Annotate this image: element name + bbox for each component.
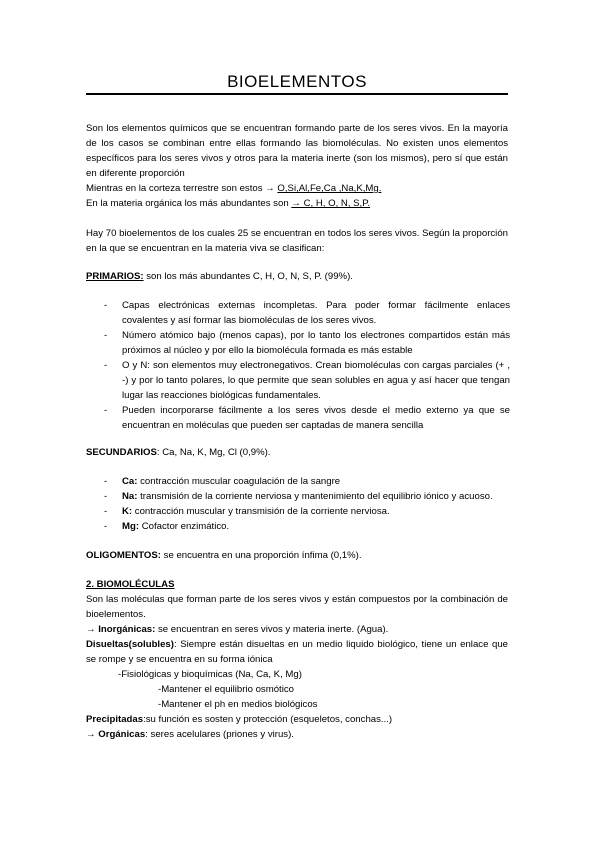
precipitadas-text: :su función es sosten y protección (esqueletos, conchas...): [143, 714, 393, 725]
list-item: - Número atómico bajo (menos capas), por lo tanto los electrones compartidos están más próximos al núcleo y por ello la biomolécula formada es más estable: [104, 330, 510, 356]
arrow-icon: →: [86, 729, 99, 740]
list-item: - Pueden incorporarse fácilmente a los seres vivos desde el medio externo ya que se encuentran en moléculas que pueden ser captadas de manera sencilla: [104, 405, 510, 431]
ph-line: -Mantener el ph en medios biológicos: [158, 699, 318, 710]
crust-line: [86, 181, 508, 196]
list-item: - Mg: Cofactor enzimático.: [104, 521, 230, 532]
oligo-line: [86, 548, 508, 563]
arrow-icon: →: [86, 624, 99, 635]
list-item: - Capas electrónicas externas incompletas. Para poder formar fácilmente enlaces covalentes y así formar las biomoléculas de los seres vivos.: [104, 300, 510, 326]
inorganicas-text: se encuentran en seres vivos y materia inerte. (Agua).: [155, 624, 389, 635]
title-underline: [86, 93, 508, 95]
secundarios-line: [86, 445, 508, 460]
organicas-label: Orgánicas: [98, 729, 146, 740]
list-item: - O y N: son elementos muy electronegativos. Crean biomoléculas con cargas parciales (+ , -) y por lo tanto polares, lo que permite que sean solubles en agua y así hacer que tengan lugar las reacciones biológicas fundamentales.: [104, 360, 510, 401]
organic-text: En la materia orgánica los más abundantes son: [86, 198, 292, 209]
secundarios-list: [104, 474, 510, 534]
oligo-text: se encuentra en una proporción ínfima (0,1%).: [160, 550, 362, 561]
secundarios-label: SECUNDARIOS: [86, 447, 157, 458]
organic-line: [86, 196, 508, 211]
inorganicas-line: [86, 622, 508, 637]
primarios-label: PRIMARIOS:: [86, 271, 144, 282]
disueltas-text: : Siempre están disueltas en un medio liquido biológico, tiene un enlace que se rompe y se encuentra en su forma iónica: [86, 639, 508, 665]
primarios-line: [86, 269, 508, 284]
page-title: BIOELEMENTOS: [227, 72, 367, 91]
primarios-text: son los más abundantes C, H, O, N, S, P. (99%).: [143, 271, 353, 282]
disueltas-paragraph: [86, 637, 508, 667]
secundarios-text: : Ca, Na, K, Mg, Cl (0,9%).: [156, 447, 271, 458]
precipitadas-line: [86, 712, 508, 727]
list-item: - Ca: contracción muscular coagulación de la sangre: [104, 476, 341, 487]
organicas-text: : seres acelulares (priones y virus).: [145, 729, 294, 740]
crust-text: Mientras en la corteza terrestre son estos →: [86, 183, 278, 194]
list-item: - Na: transmisión de la corriente nerviosa y mantenimiento del equilibrio iónico y acuoso.: [104, 491, 493, 502]
crust-elements: O,Si,Al,Fe,Ca ,Na,K,Mg.: [277, 183, 382, 194]
organicas-line: [86, 727, 508, 742]
oligo-label: OLIGOMENTOS:: [86, 550, 161, 561]
intro-paragraph: Son los elementos químicos que se encuentran formando parte de los seres vivos. En la mayoría de los casos se combinan entre ellas formando las biomoléculas. No existen unos elementos específicos para los seres vivos y otros para la materia inerte (son los mismos), pero sí que están en diferente proporción: [86, 123, 508, 179]
seventy-paragraph: Hay 70 bioelementos de los cuales 25 se encuentran en todos los seres vivos. Según la proporción en la que se encuentran en la materia viva se clasifican:: [86, 228, 508, 254]
list-item: - K: contracción muscular y transmisión de la corriente nerviosa.: [104, 506, 390, 517]
disueltas-label: Disueltas(solubles): [86, 639, 174, 650]
biomoleculas-intro: Son las moléculas que forman parte de los seres vivos y están compuestos por la combinación de bioelementos.: [86, 594, 508, 620]
primarios-list: [104, 298, 510, 433]
osmotico-line: -Mantener el equilibrio osmótico: [158, 684, 294, 695]
inorganicas-label: Inorgánicas:: [98, 624, 156, 635]
fisiologicas-line: -Fisiológicas y bioquímicas (Na, Ca, K, Mg): [118, 669, 302, 680]
biomoleculas-heading: 2. BIOMOLÉCULAS: [86, 579, 175, 590]
organic-elements: → C, H, O, N, S,P.: [291, 198, 371, 209]
precipitadas-label: Precipitadas: [86, 714, 144, 725]
